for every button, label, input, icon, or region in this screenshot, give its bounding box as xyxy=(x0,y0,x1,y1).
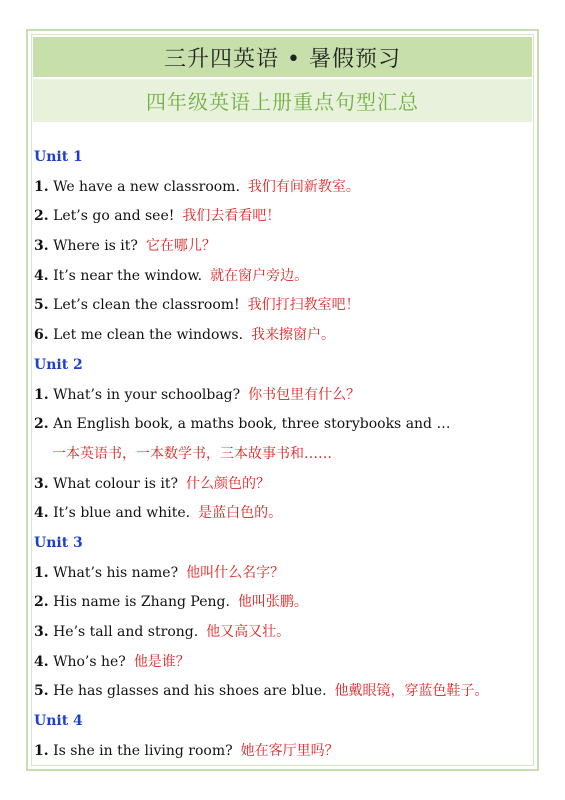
sentence-english: Where is it? xyxy=(53,238,138,255)
sentence-row xyxy=(34,588,534,618)
sentence-english: He’s tall and strong. xyxy=(53,624,199,640)
sentence-number: 5. xyxy=(34,297,49,314)
sentence-chinese: 他叫张鹏。 xyxy=(237,594,308,611)
sentence-row xyxy=(34,677,534,707)
sentence-number: 4. xyxy=(34,505,49,522)
sentence-chinese: 我来擦窗户。 xyxy=(251,327,336,344)
sentence-chinese: 什么颜色的？ xyxy=(185,475,270,492)
sentence-chinese: 它在哪儿？ xyxy=(145,238,216,255)
sentence-number: 1. xyxy=(34,742,49,759)
page-title: 三升四英语 • 暑假预习 xyxy=(33,37,532,77)
sentence-row xyxy=(34,559,534,589)
sentence-row xyxy=(34,470,534,500)
sentence-english: What colour is it? xyxy=(53,475,178,492)
sentence-english: Let’s clean the classroom! xyxy=(53,297,240,314)
sentence-chinese: 我们有间新教室。 xyxy=(247,178,360,195)
sentence-english: We have a new classroom. xyxy=(53,178,240,195)
sentence-row xyxy=(34,291,534,321)
sentence-row xyxy=(34,737,534,767)
sentence-english: His name is Zhang Peng. xyxy=(53,594,230,611)
sentence-chinese: 我们去看看吧！ xyxy=(182,208,281,225)
sentence-number: 1. xyxy=(34,178,49,195)
sentence-row xyxy=(34,202,534,232)
sentence-number: 2. xyxy=(34,416,49,433)
sentence-chinese: 你书包里有什么？ xyxy=(248,386,361,403)
sentence-number: 4. xyxy=(34,653,49,670)
sentence-chinese: 就在窗户旁边。 xyxy=(210,267,309,284)
sentence-chinese: 他戴眼镜，穿蓝色鞋子。 xyxy=(334,683,489,700)
sentence-english: He has glasses and his shoes are blue. xyxy=(53,683,327,700)
sentence-english: An English book, a maths book, three storybooks and … xyxy=(53,416,451,433)
sentence-row xyxy=(34,262,534,292)
sentence-number: 2. xyxy=(34,594,49,611)
sentence-chinese: 他又高又壮。 xyxy=(206,624,291,640)
sentence-english: It’s blue and white. xyxy=(53,505,191,522)
sentence-english: Let’s go and see! xyxy=(53,208,175,225)
sentence-chinese: 她在客厅里吗？ xyxy=(240,742,339,759)
unit-heading: Unit 1 xyxy=(34,149,83,165)
sentence-english: Is she in the living room? xyxy=(53,742,233,759)
unit-heading: Unit 3 xyxy=(34,534,83,551)
sentence-row xyxy=(34,321,534,351)
sentence-chinese: 我们打扫教室吧！ xyxy=(247,297,360,314)
sentence-english: Let me clean the windows. xyxy=(53,327,244,344)
sentence-row xyxy=(34,173,534,203)
sentence-number: 3. xyxy=(34,475,49,492)
sentence-row xyxy=(34,648,534,678)
sentence-number: 6. xyxy=(34,327,49,344)
sentence-number: 3. xyxy=(34,238,49,255)
sentence-number: 1. xyxy=(34,386,49,403)
sentence-chinese: 他是谁？ xyxy=(133,653,190,670)
sentence-row xyxy=(34,618,534,648)
sentence-chinese: 是蓝白色的。 xyxy=(198,505,283,522)
page-subtitle: 四年级英语上册重点句型汇总 xyxy=(33,79,532,122)
sentence-number: 1. xyxy=(34,564,49,581)
sentence-list xyxy=(34,143,534,766)
sentence-number: 3. xyxy=(34,624,49,640)
sentence-row xyxy=(34,410,534,440)
sentence-english: Who’s he? xyxy=(53,653,126,670)
sentence-chinese: 他叫什么名字？ xyxy=(186,564,285,581)
sentence-english: What’s in your schoolbag? xyxy=(53,386,241,403)
sentence-row xyxy=(34,499,534,529)
sentence-number: 4. xyxy=(34,267,49,284)
sentence-number: 5. xyxy=(34,683,49,700)
sentence-row xyxy=(34,381,534,411)
unit-heading: Unit 4 xyxy=(34,713,83,730)
sentence-chinese: 一本英语书，一本数学书，三本故事书和…… xyxy=(52,445,332,462)
unit-heading: Unit 2 xyxy=(34,356,83,373)
sentence-translation-row xyxy=(34,440,534,470)
sentence-row xyxy=(34,232,534,262)
sentence-english: What’s his name? xyxy=(53,564,179,581)
sentence-number: 2. xyxy=(34,208,49,225)
sentence-english: It’s near the window. xyxy=(53,267,203,284)
